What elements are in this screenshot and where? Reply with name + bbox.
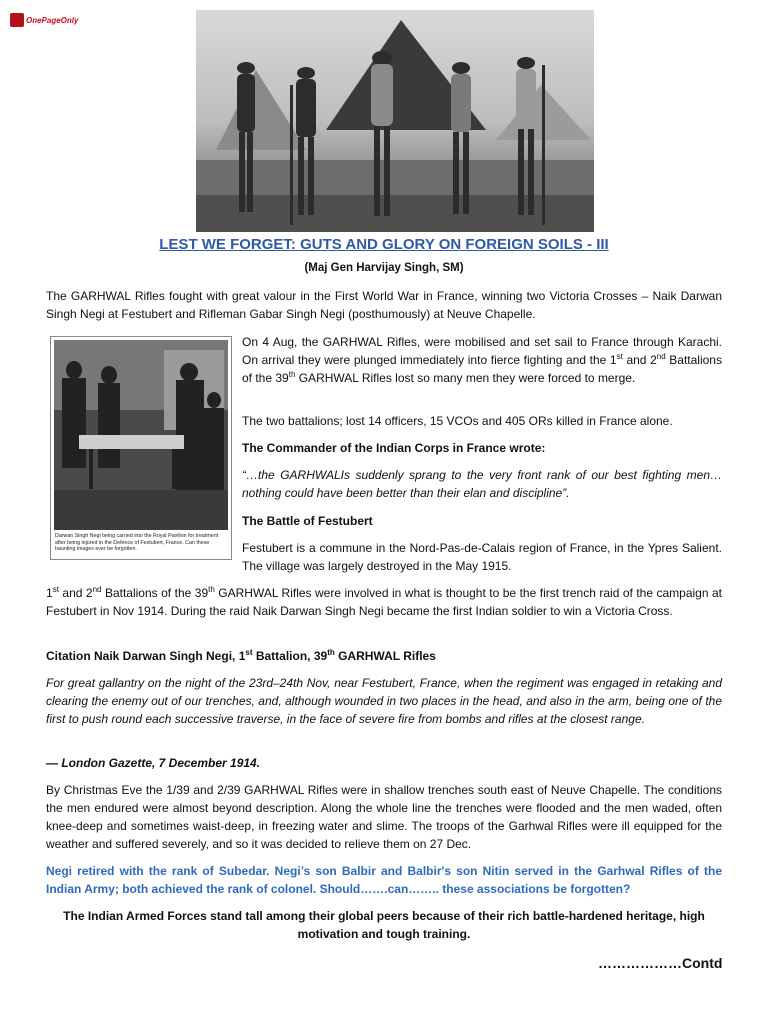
commander-quote: “…the GARHWALIs suddenly sprang to the very front rank of our best fighting men… nothing could have been better than their elan and discipline”. xyxy=(242,468,722,500)
festubert-paragraph: Festubert is a commune in the Nord-Pas-de-Calais region of France, in the Ypres Salient. The village was largely destroyed in the May 1915. xyxy=(242,541,722,573)
citation-text: For great gallantry on the night of the 23rd–24th Nov, near Festubert, France, when the regiment was engaged in retaking and clearing the enemy out of our trenches, and, although wounded in two places in the head, and also in the arm, being one of the first to push round each successive traverse, in the face of severe fire from bombs and rifles at the closest range. xyxy=(46,676,722,726)
trench-raid-paragraph: 1st and 2nd Battalions of the 39th GARHWAL Rifles were involved in what is thought to be the first trench raid of the campaign at Festubert in Nov 1914. During the raid Naik Darwan Singh Negi became the first Indian soldier to win a Victoria Cross. xyxy=(46,585,723,618)
hero-photo-soldiers xyxy=(196,10,594,232)
logo-text: OnePageOnly xyxy=(26,15,79,25)
losses-paragraph: The two battalions; lost 14 officers, 15 VCOs and 405 ORs killed in France alone. xyxy=(242,414,673,428)
inset-photo-frame xyxy=(50,336,232,560)
intro-paragraph: The GARHWAL Rifles fought with great valour in the First World War in France, winning two Victoria Crosses – Naik Darwan Singh Negi at Festubert and Rifleman Gabar Singh Negi (posthumously) at Neuve Chapelle. xyxy=(46,289,722,321)
legacy-paragraph: Negi retired with the rank of Subedar. Negi’s son Balbir and Balbir's son Nitin served in the Garhwal Rifles of the Indian Army; both achieved the rank of colonel. Should…….can…….. these associations be forgotten? xyxy=(46,864,722,896)
logo-icon xyxy=(10,13,24,27)
christmas-paragraph: By Christmas Eve the 1/39 and 2/39 GARHWAL Rifles were in shallow trenches south east of Neuve Chapelle. The conditions the men endured were almost beyond description. Along the whole line the trenches were flooded and the men waded, often knee-deep and sometimes waist-deep, in freezing water and slime. The troops of the Garhwal Rifles were ill equipped for the weather and suffered severely, and so it was decided to relieve them on 27 Dec. xyxy=(46,783,722,851)
closing-statement: The Indian Armed Forces stand tall among their global peers because of their rich battle-hardened heritage, high motivation and tough training. xyxy=(63,909,705,941)
citation-heading: Citation Naik Darwan Singh Negi, 1st Battalion, 39th GARHWAL Rifles xyxy=(46,648,436,663)
author-byline: (Maj Gen Harvijay Singh, SM) xyxy=(304,262,464,274)
site-logo xyxy=(10,12,78,28)
festubert-heading: The Battle of Festubert xyxy=(242,514,373,528)
page-title-text: LEST WE FORGET: GUTS AND GLORY ON FOREIGN SOILS - III xyxy=(159,236,609,253)
inset-photo-stretcher xyxy=(54,340,228,530)
continued-label: ………………Contd xyxy=(598,955,723,971)
gazette-reference: — London Gazette, 7 December 1914. xyxy=(46,756,261,770)
mobilisation-paragraph: On 4 Aug, the GARHWAL Rifles, were mobilised and set sail to France through Karachi. On arrival they were plunged immediately into fierce fighting and the 1st and 2nd Battalions of the 39th GARHWAL Rifles lost so many men they were forced to merge. xyxy=(242,335,722,385)
inset-photo-caption: Darwan Singh Negi being carried into the Royal Pavilion for treatment after being injured in the Defence of Festubert, France. Can these haunting images ever be forgotten. xyxy=(55,533,219,553)
commander-heading: The Commander of the Indian Corps in France wrote: xyxy=(242,441,546,455)
page-title xyxy=(0,236,768,253)
